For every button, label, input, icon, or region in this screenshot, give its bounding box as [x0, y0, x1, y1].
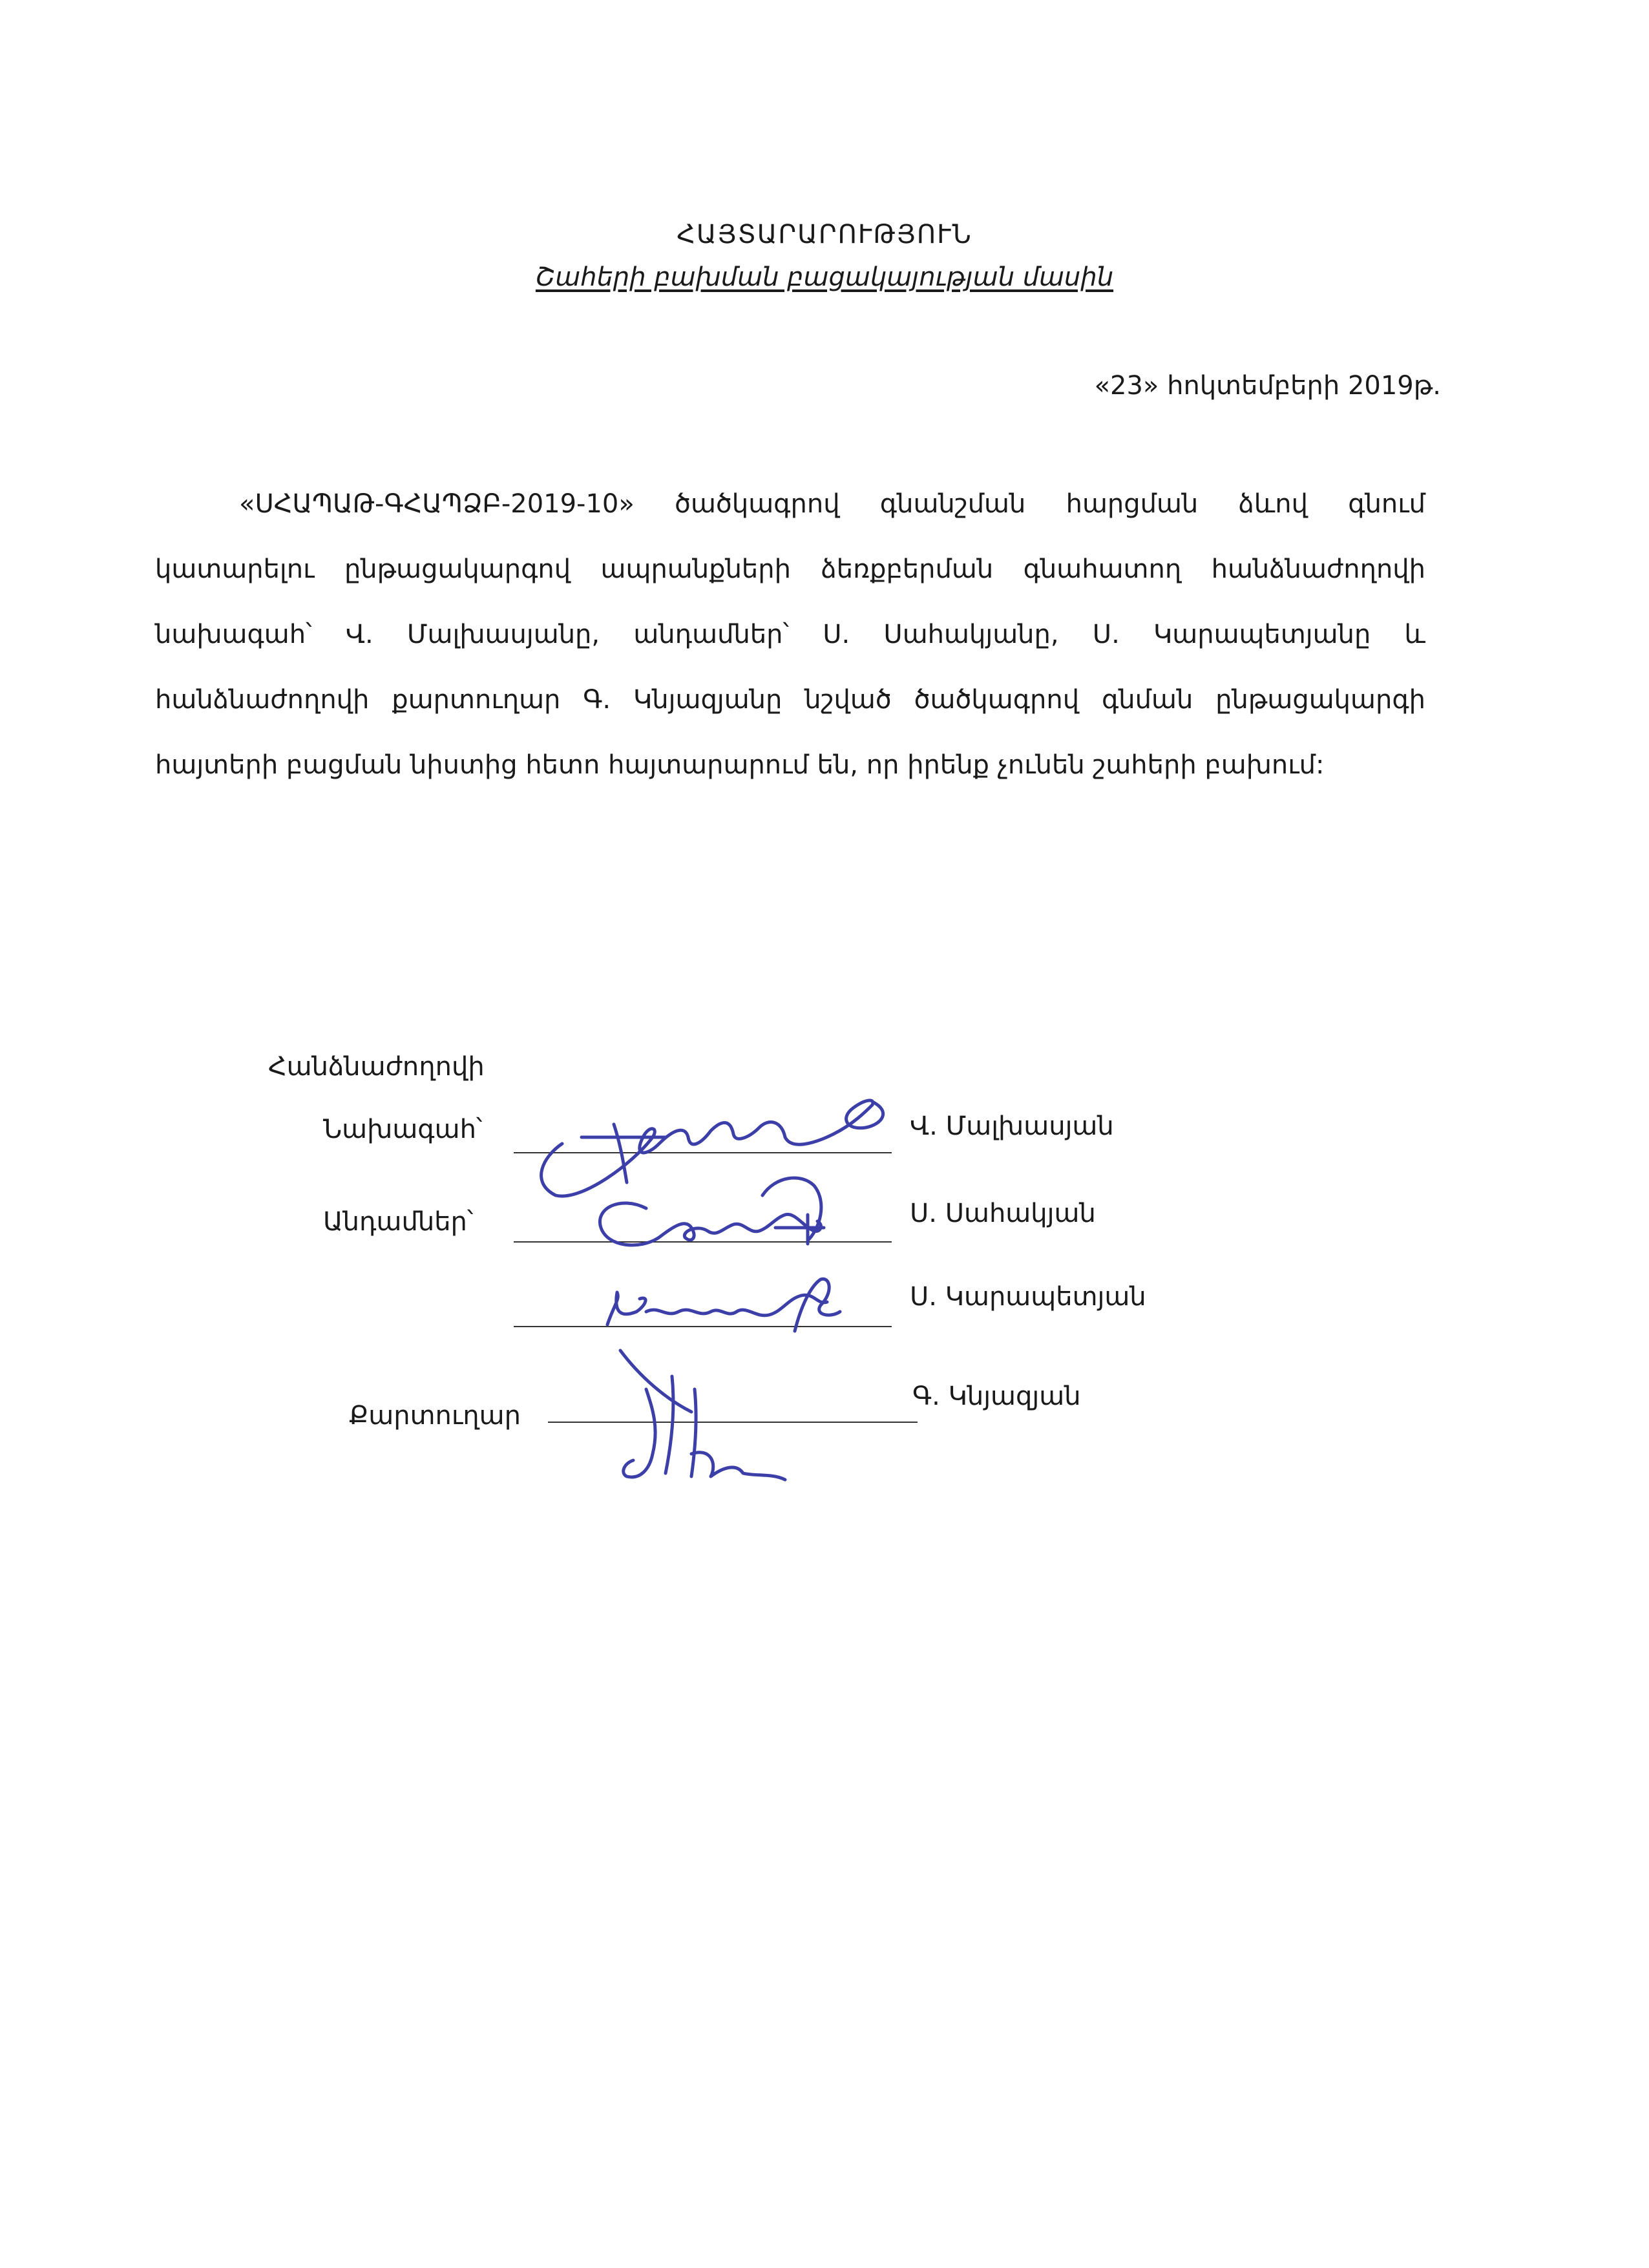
signature-chairman [541, 1100, 883, 1196]
signatory-name: Ս. Կարապետյան [910, 1282, 1146, 1312]
document-subtitle: Շահերի բախման բացակայության մասին [535, 262, 1114, 292]
signatory-name: Վ. Մալխասյան [910, 1111, 1114, 1141]
signature-secretary [620, 1350, 785, 1480]
signature-member-1 [600, 1178, 824, 1245]
document-date: «23» հոկտեմբերի 2019թ. [1094, 371, 1441, 401]
signature-line [514, 1152, 892, 1153]
signature-line [514, 1241, 892, 1243]
signatory-name: Ս. Սահակյան [910, 1199, 1096, 1228]
signatory-role: Քարտուղար [349, 1401, 521, 1431]
signature-member-2 [607, 1279, 840, 1331]
document-title: ՀԱՅՏԱՐԱՐՈՒԹՅՈՒՆ [677, 220, 972, 249]
signature-line [548, 1422, 918, 1423]
signature-line [514, 1326, 892, 1327]
signatory-name: Գ. Կնյազյան [912, 1381, 1081, 1411]
committee-label: Հանձնաժողովի [268, 1052, 485, 1082]
declaration-body: «ՍՀԱՊԱԹ-ԳՀԱՊՁԲ-2019-10» ծածկագրով գնանշման հարցման ձևով գնում կատարելու ընթացակարգով ապրանքների ձեռքբերման գնահատող հանձնաժողովի նախագահ՝ Վ. Մալխասյանը, անդամներ՝ Ս. Սահակյանը, Ս. Կարապետյանը և հանձնաժողովի քարտուղար Գ. Կնյազյանը նշված ծածկագրով գնման ընթացակարգի հայտերի բացման նիստից հետո հայտարարում են, որ իրենք չունեն շահերի բախում: [155, 489, 1425, 780]
signatory-role: Նախագահ՝ [323, 1115, 483, 1144]
signatory-role: Անդամներ՝ [323, 1207, 474, 1237]
